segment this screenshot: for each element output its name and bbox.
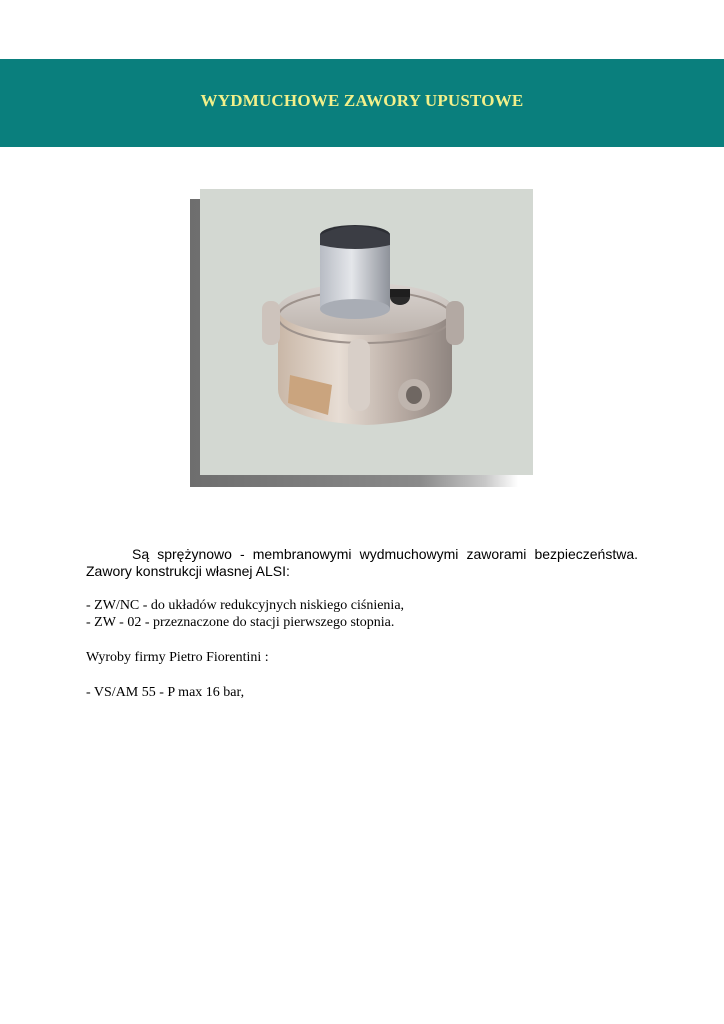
intro-line-2: Zawory konstrukcji własnej ALSI: bbox=[86, 563, 290, 579]
intro-line-1: Są sprężynowo - membranowymi wydmuchowymi zaworami bezpieczeństwa. bbox=[132, 546, 638, 562]
header-banner bbox=[0, 59, 724, 147]
alsi-item-1: - ZW/NC - do układów redukcyjnych niskiego ciśnienia, bbox=[86, 598, 405, 613]
alsi-item-2: - ZW - 02 - przeznaczone do stacji pierwszego stopnia. bbox=[86, 615, 395, 630]
valve-photo bbox=[200, 189, 533, 475]
valve-image bbox=[200, 189, 533, 475]
intro-paragraph bbox=[86, 546, 638, 580]
fiorentini-item-1: - VS/AM 55 - P max 16 bar, bbox=[86, 685, 245, 700]
page-title: WYDMUCHOWE ZAWORY UPUSTOWE bbox=[200, 91, 524, 110]
fiorentini-heading: Wyroby firmy Pietro Fiorentini : bbox=[86, 650, 269, 665]
